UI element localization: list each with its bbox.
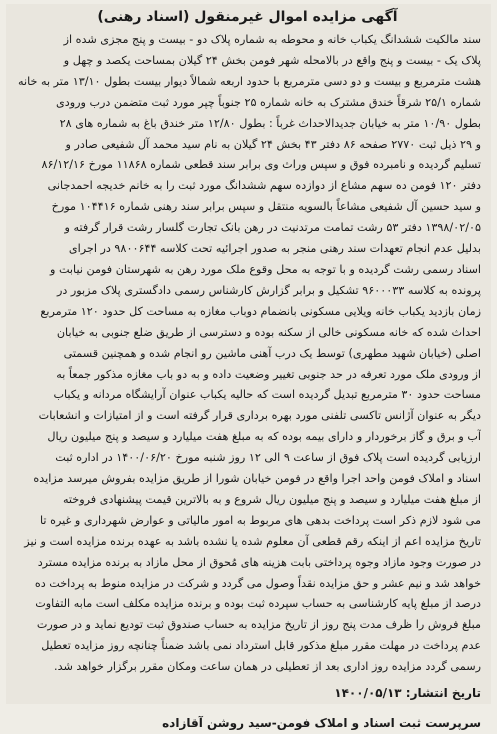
notice-body-line: بطول ۱۰/۹۰ متر به خیابان جدیدالاحداث غرباً : بطول ۱۲/۸۰ متر خندق باغ به شماره های ۲۸ [59,116,481,130]
notice-body-line: و ۲۹ ذیل ثبت ۲۷۷۰ صفحه ۸۶ دفتر ۴۳ بخش ۲۴ گیلان به نام سید محمد آل شفیعی صادر و [65,137,481,151]
notice-body-line: اصلی (خیابان شهید مطهری) توسط یک درب آهنی ماشین رو انجام شده و همچنین قسمتی [63,346,481,360]
notice-body-line: اسناد و املاک فومن واحد اجرا واقع در فومن خیابان شورا از طریق مزایده بفروش میرسد مزایده [33,472,481,486]
notice-body [14,30,481,678]
notice-body-line: زمان بازدید یکباب خانه ویلایی مسکونی بانضمام دوباب مغازه به مساحت کل حدود ۱۲۰ مترمربع [40,304,481,318]
notice-body-line: تسلیم گردیده و نامبرده فوق و سپس وراث وی برابر سند قطعی شماره ۱۱۸۶۸ مورخ ۸۶/۱۲/۱۶ [41,158,481,172]
notice-body-line: می شود لازم ذکر است پرداخت بدهی های مربوط به امور مالیاتی و عوارض شهرداری و غیره تا [40,513,481,527]
notice-body-line: ارزیابی گردیده است پلاک فوق از ساعت ۹ الی ۱۲ روز شنبه مورخ ۱۴۰۰/۰۶/۲۰ در اداره ثبت [55,451,481,465]
notice-body-line: دیگر به عنوان آژانس تاکسی تلفنی مورد بهره برداری قرار گرفته است و از امتیازات و انشعابات [38,409,481,423]
notice-body-line: تاریخ مزایده اعم از اینکه رقم قطعی آن معلوم شده یا نشده باشد به عهده برنده مزایده است و نیز [24,534,481,548]
notice-title: آگهی مزایده اموال غیرمنقول (اسناد رهنی) [97,9,398,25]
notice-body-line: آب و برق و گاز برخوردار و دارای بیمه بوده که به مبلغ هفت میلیارد و سیصد و پنج میلیون ریال [47,430,481,444]
notice-body-line: درصد از مبلغ پایه کارشناسی به حساب سپرده ثبت بوده و برنده مزایده مکلف است مابه التفاوت [35,597,481,611]
mortgage-auction-notice [6,4,491,731]
notice-body-line: مبلغ فروش را ظرف مدت پنج روز از تاریخ مزایده به حساب صندوق ثبت تودیع نماید و در صورت [36,618,481,632]
notice-body-line: از مبلغ هفت میلیارد و سیصد و پنج میلیون ریال شروع و به بالاترین قیمت پیشنهادی فروخته [62,492,481,506]
notice-body-line: پلاک یک - بیست و پنج واقع در بالامحله شهر فومن بخش ۲۴ گیلان بمساحت یکصد و چهل و [63,53,481,67]
publish-date: تاریخ انتشار: ۱۴۰۰/۰۵/۱۳ [334,686,481,701]
notice-body-line: اسناد رسمی رشت گردیده و با توجه به محل وقوع ملک مورد رهن به شهرستان فومن نیابت و [49,262,481,276]
notice-body-line: رسمی گردد مزایده روز اداری بعد از تعطیلی در همان ساعت ومکان مقرر برگزار خواهد شد. [54,660,481,674]
notice-body-line: از ورودی ملک مورد تعرفه در حد جنوبی تغییر وضعیت داده و به دو باب مغازه مذکور جمعاً به [56,367,481,381]
notice-body-line: احداث شده که خانه مسکونی خالی از سکنه بوده و دسترسی از طریق ضلع جنوبی به خیابان [56,325,481,339]
signature-line: سرپرست ثبت اسناد و املاک فومن-سید روشن آقازاده [162,716,481,731]
notice-body-line: ۱۳۹۸/۰۲/۰۵ دفتر ۵۳ رشت تمامت مرتدنیت در رهن بانک تجارت گلسار رشت قرار گرفته و [64,221,481,235]
notice-body-line: دفتر ۱۲۰ فومن ده سهم مشاع از دوازده سهم ششدانگ مورد ثبت را به خانم خدیجه احمدجانی [47,179,481,193]
notice-body-line: در صورت وجود مازاد وجوه پرداختی بابت هزینه های مُحوق از محل مازاد به برنده مزایده مسترد [37,555,481,569]
notice-body-line: عدم پرداخت در مهلت مقرر مبلغ مذکور قابل استرداد نمی باشد ضمناً چنانچه روز مزایده تعطیل [41,639,481,653]
notice-body-line: پرونده به کلاسه ۹۶۰۰۰۳۳ تشکیل و برابر گزارش کارشناس رسمی دادگستری پلاک مزبور در [56,283,481,297]
notice-body-line: بدلیل عدم انجام تعهدات سند رهنی منجر به صدور اجرائیه تحت کلاسه ۹۸۰۰۶۴۴ در اجرای [68,242,481,256]
notice-body-line: مساحت حدود ۳۰ مترمربع تبدیل گردیده است که حالیه یکباب عنوان آرایشگاه مردانه و یکباب [53,388,481,402]
notice-body-line: سند مالکیت ششدانگ یکباب خانه و محوطه به شماره پلاک دو - بیست و پنج مجزی شده از [63,33,481,46]
notice-body-line: شماره ۲۵/۱ شرقاً خندق مشترک به خانه شماره ۲۵ جنوباً چپر مورد ثبت متضمن درب ورودی [55,95,481,109]
notice-body-line: و سید حسین آل شفیعی مشاعاً بالسویه منتقل و سپس برابر سند رهنی شماره ۱۰۴۴۱۶ مورخ [51,200,481,214]
notice-body-line: هشت مترمربع و بیست و دو دسی مترمربع با حدود اربعه شمالاً دیوار بیست بطول ۱۳/۱۰ متر به خانه [17,74,481,88]
notice-body-line: خواهد شد و نیم عشر و حق مزایده نقداً وصول می گردد و شرکت در مزایده منوط به پرداخت ده [34,576,481,590]
